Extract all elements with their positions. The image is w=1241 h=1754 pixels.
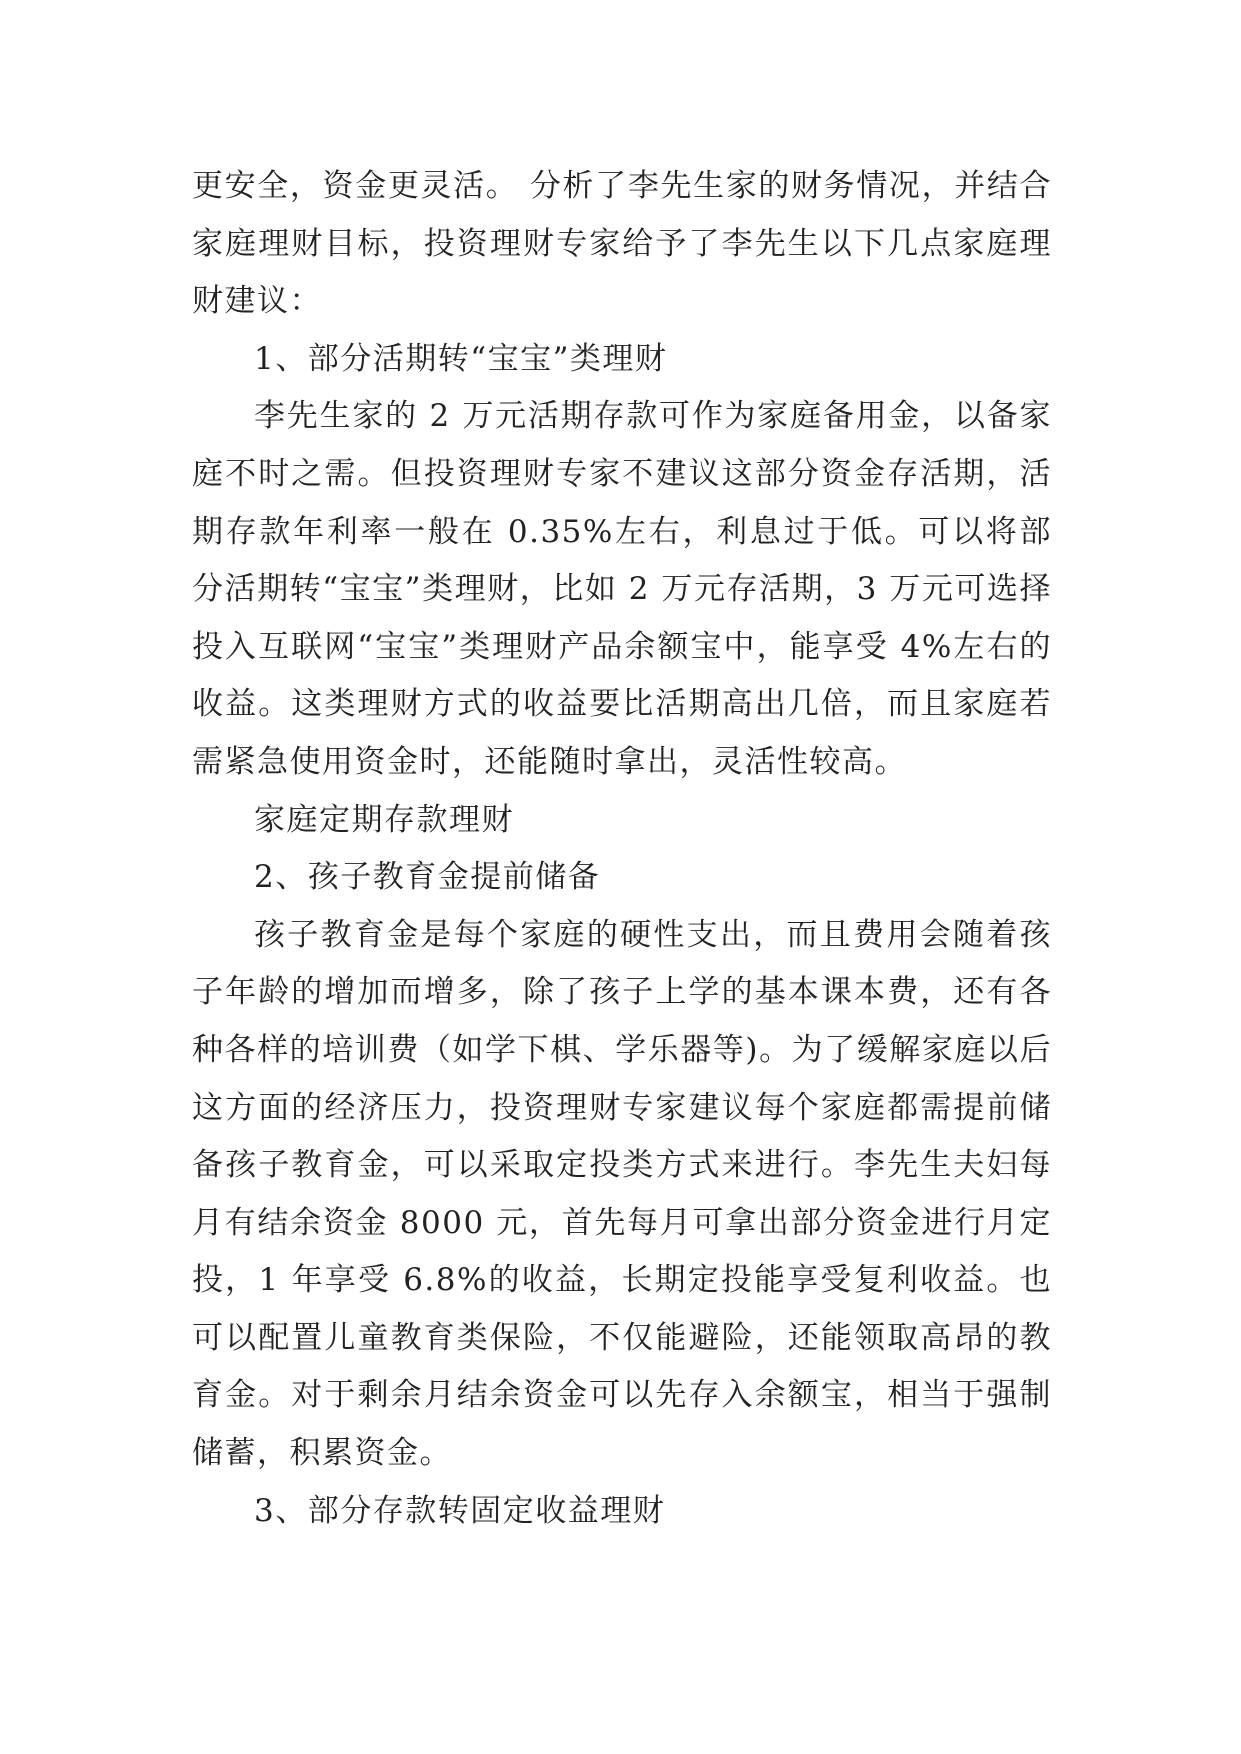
paragraph-education-fund: 孩子教育金是每个家庭的硬性支出，而且费用会随着孩子年龄的增加而增多，除了孩子上学的基本课本费，还有各种各样的培训费（如学下棋、学乐器等)。为了缓解家庭以后这方面的经济压力，投资理财专家建议每个家庭都需提前储备孩子教育金，可以采取定投类方式来进行。李先生夫妇每月有结余资金 8000 元，首先每月可拿出部分资金进行月定投，1 年享受 6.8%的收益，长期定投能享受复利收益。也可以配置儿童教育类保险，不仅能避险，还能领取高昂的教育金。对于剩余月结余资金可以先存入余额宝，相当于强制储蓄，积累资金。 bbox=[192, 916, 1052, 1472]
section-heading-3: 3、部分存款转固定收益理财 bbox=[254, 1492, 666, 1529]
paragraph-intro: 更安全，资金更灵活。 分析了李先生家的财务情况，并结合家庭理财目标，投资理财专家给予了李先生以下几点家庭理财建议： bbox=[192, 168, 1052, 320]
subheading-fixed-deposit: 家庭定期存款理财 bbox=[254, 801, 514, 838]
paragraph-demand-deposit: 李先生家的 2 万元活期存款可作为家庭备用金，以备家庭不时之需。但投资理财专家不建议这部分资金存活期，活期存款年利率一般在 0.35%左右，利息过于低。可以将部分活期转“宝宝”类理财，比如 2 万元存活期，3 万元可选择投入互联网“宝宝”类理财产品余额宝中，能享受 4%左右的收益。这类理财方式的收益要比活期高出几倍，而且家庭若需紧急使用资金时，还能随时拿出，灵活性较高。 bbox=[192, 398, 1052, 780]
section-heading-2: 2、孩子教育金提前储备 bbox=[254, 859, 601, 896]
document-body bbox=[192, 158, 1052, 1540]
section-heading-1: 1、部分活期转“宝宝”类理财 bbox=[254, 340, 668, 377]
